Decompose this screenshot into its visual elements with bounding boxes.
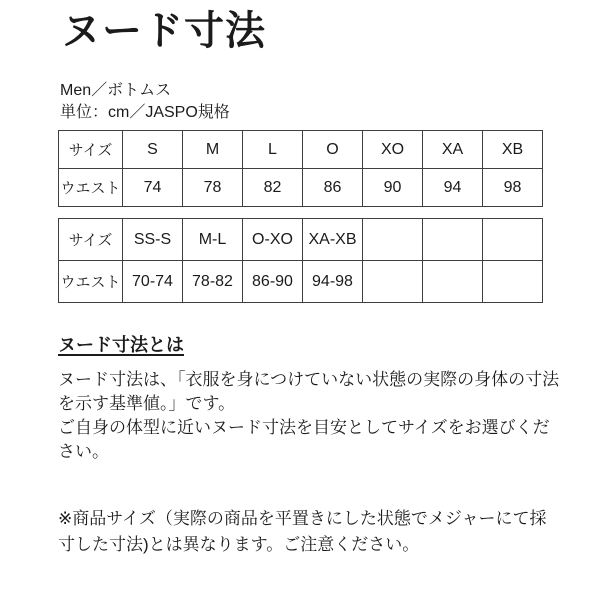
- size-cell: M-L: [183, 219, 243, 261]
- size-cell: XB: [483, 131, 543, 169]
- table-row: [59, 261, 543, 303]
- waist-cell: 86-90: [243, 261, 303, 303]
- explanation-line: さい。: [58, 442, 109, 461]
- size-cell: [483, 219, 543, 261]
- waist-cell: 82: [243, 169, 303, 207]
- explanation-line: ご自身の体型に近いヌード寸法を目安としてサイズをお選びくだ: [58, 418, 550, 437]
- size-cell: [363, 219, 423, 261]
- explanation-line: を示す基準値。」です。: [58, 394, 236, 413]
- size-cell: XO: [363, 131, 423, 169]
- size-cell: O-XO: [243, 219, 303, 261]
- meta-block: [60, 80, 600, 124]
- waist-cell: 70-74: [123, 261, 183, 303]
- waist-cell: 74: [123, 169, 183, 207]
- category-line: Men／ボトムス: [60, 82, 172, 99]
- size-cell: XA-XB: [303, 219, 363, 261]
- unit-line: 単位：cm／JASPO規格: [60, 104, 230, 121]
- explanation-text: [58, 368, 600, 464]
- waist-cell: 94: [423, 169, 483, 207]
- size-cell: L: [243, 131, 303, 169]
- waist-cell: 90: [363, 169, 423, 207]
- size-cell: SS-S: [123, 219, 183, 261]
- size-cell: XA: [423, 131, 483, 169]
- table-row: [59, 131, 543, 169]
- table-row: [59, 219, 543, 261]
- size-cell: S: [123, 131, 183, 169]
- size-cell: [423, 219, 483, 261]
- waist-cell: 94-98: [303, 261, 363, 303]
- waist-cell: 98: [483, 169, 543, 207]
- explanation-line: ヌード寸法は、「衣服を身につけていない状態の実際の身体の寸法: [58, 370, 560, 389]
- waist-cell: [483, 261, 543, 303]
- waist-row-label: ウエスト: [59, 261, 123, 303]
- size-cell: M: [183, 131, 243, 169]
- range-size-table: [58, 218, 543, 303]
- page-title: ヌード寸法: [61, 9, 266, 53]
- table-row: [59, 169, 543, 207]
- note-line: 寸した寸法)とは異なります。ご注意ください。: [58, 535, 420, 554]
- waist-cell: [423, 261, 483, 303]
- waist-cell: [363, 261, 423, 303]
- product-size-note: [58, 506, 600, 558]
- size-row-label: サイズ: [59, 219, 123, 261]
- waist-row-label: ウエスト: [59, 169, 123, 207]
- single-size-table: [58, 130, 543, 207]
- waist-cell: 86: [303, 169, 363, 207]
- section-heading: ヌード寸法とは: [58, 335, 184, 355]
- waist-cell: 78-82: [183, 261, 243, 303]
- size-cell: O: [303, 131, 363, 169]
- waist-cell: 78: [183, 169, 243, 207]
- size-row-label: サイズ: [59, 131, 123, 169]
- note-line: ※商品サイズ（実際の商品を平置きにした状態でメジャーにて採: [58, 509, 547, 528]
